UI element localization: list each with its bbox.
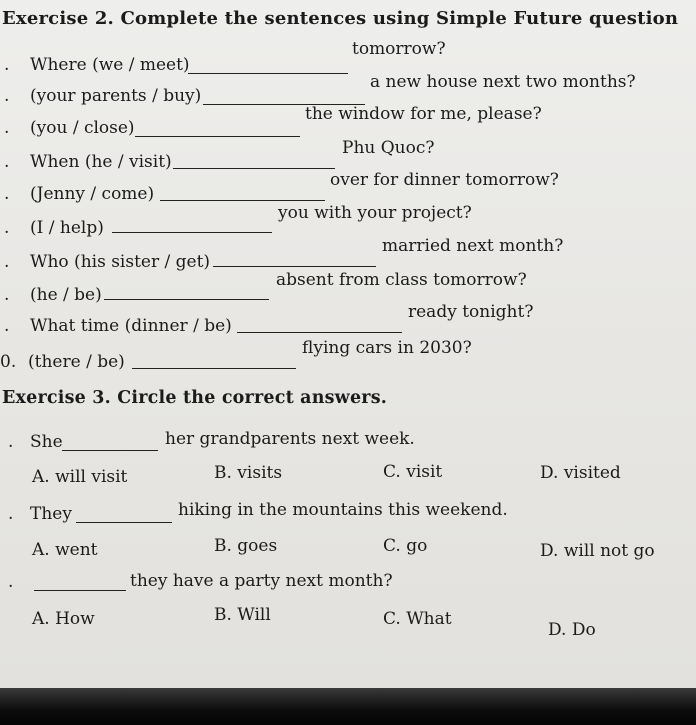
- item-number: 0.: [0, 352, 17, 372]
- option-b[interactable]: B. goes: [214, 536, 278, 556]
- answer-blank[interactable]: [76, 522, 172, 523]
- option-c[interactable]: C. What: [383, 609, 452, 629]
- exercise-3-heading: Exercise 3. Circle the correct answers.: [2, 388, 388, 408]
- answer-blank[interactable]: [34, 590, 126, 591]
- item-prompt: (you / close): [30, 118, 135, 138]
- item-number: .: [4, 252, 10, 272]
- item-rest: tomorrow?: [352, 39, 446, 59]
- item-prompt: Where (we / meet): [30, 55, 190, 75]
- question-end: they have a party next month?: [130, 571, 393, 591]
- question-end: hiking in the mountains this weekend.: [178, 500, 508, 520]
- exercise-2-item-6: [0, 203, 696, 242]
- item-rest: ready tonight?: [408, 302, 534, 322]
- item-rest: the window for me, please?: [305, 104, 542, 124]
- item-number: .: [4, 55, 10, 75]
- item-rest: over for dinner tomorrow?: [330, 170, 559, 190]
- exercise-3-question-3: [0, 572, 696, 596]
- answer-blank[interactable]: [173, 168, 335, 169]
- item-prompt: (I / help): [30, 218, 104, 238]
- item-number: .: [4, 285, 10, 305]
- item-rest: Phu Quoc?: [342, 138, 435, 158]
- option-c[interactable]: C. visit: [383, 462, 443, 482]
- item-number: .: [4, 184, 10, 204]
- answer-blank[interactable]: [237, 332, 402, 333]
- option-c[interactable]: C. go: [383, 536, 428, 556]
- option-d[interactable]: D. visited: [540, 463, 621, 483]
- exercise-2-heading: Exercise 2. Complete the sentences using Simple Future question: [2, 8, 679, 29]
- answer-blank[interactable]: [62, 450, 158, 451]
- item-prompt: (there / be): [28, 352, 125, 372]
- item-rest: absent from class tomorrow?: [276, 270, 527, 290]
- item-prompt: What time (dinner / be): [30, 316, 232, 336]
- option-d[interactable]: D. will not go: [540, 541, 655, 561]
- exercise-2-item-9: [0, 302, 696, 340]
- exercise-2-item-10: [0, 338, 696, 376]
- item-number: .: [4, 152, 10, 172]
- option-a[interactable]: A. went: [32, 540, 98, 560]
- option-b[interactable]: B. Will: [214, 605, 271, 625]
- answer-blank[interactable]: [213, 266, 376, 267]
- item-number: .: [4, 316, 10, 336]
- answer-blank[interactable]: [132, 368, 296, 369]
- answer-blank[interactable]: [160, 200, 325, 201]
- option-a[interactable]: A. How: [32, 609, 95, 629]
- item-prompt: (he / be): [30, 285, 102, 305]
- photo-dark-edge: [0, 688, 696, 725]
- answer-blank[interactable]: [135, 136, 300, 137]
- answer-blank[interactable]: [188, 73, 348, 74]
- item-rest: you with your project?: [278, 203, 472, 223]
- option-a[interactable]: A. will visit: [32, 467, 128, 487]
- question-number: .: [8, 432, 14, 452]
- item-rest: a new house next two months?: [370, 72, 636, 92]
- question-number: .: [8, 504, 14, 524]
- exercise-2-item-8: [0, 270, 696, 309]
- question-end: her grandparents next week.: [165, 429, 415, 449]
- question-start: She: [30, 432, 63, 452]
- item-number: .: [4, 118, 10, 138]
- item-rest: flying cars in 2030?: [302, 338, 472, 358]
- question-start: They: [30, 504, 72, 524]
- item-prompt: Who (his sister / get): [30, 252, 211, 272]
- answer-blank[interactable]: [104, 299, 269, 300]
- item-prompt: (your parents / buy): [30, 86, 202, 106]
- item-prompt: (Jenny / come): [30, 184, 155, 204]
- item-number: .: [4, 218, 10, 238]
- item-prompt: When (he / visit): [30, 152, 172, 172]
- exercise-3-question-1: [0, 429, 696, 456]
- item-rest: married next month?: [382, 236, 564, 256]
- question-number: .: [8, 572, 14, 592]
- exercise-3-question-2: [0, 500, 696, 528]
- option-b[interactable]: B. visits: [214, 463, 283, 483]
- item-number: .: [4, 86, 10, 106]
- option-d[interactable]: D. Do: [548, 620, 596, 640]
- answer-blank[interactable]: [112, 232, 272, 233]
